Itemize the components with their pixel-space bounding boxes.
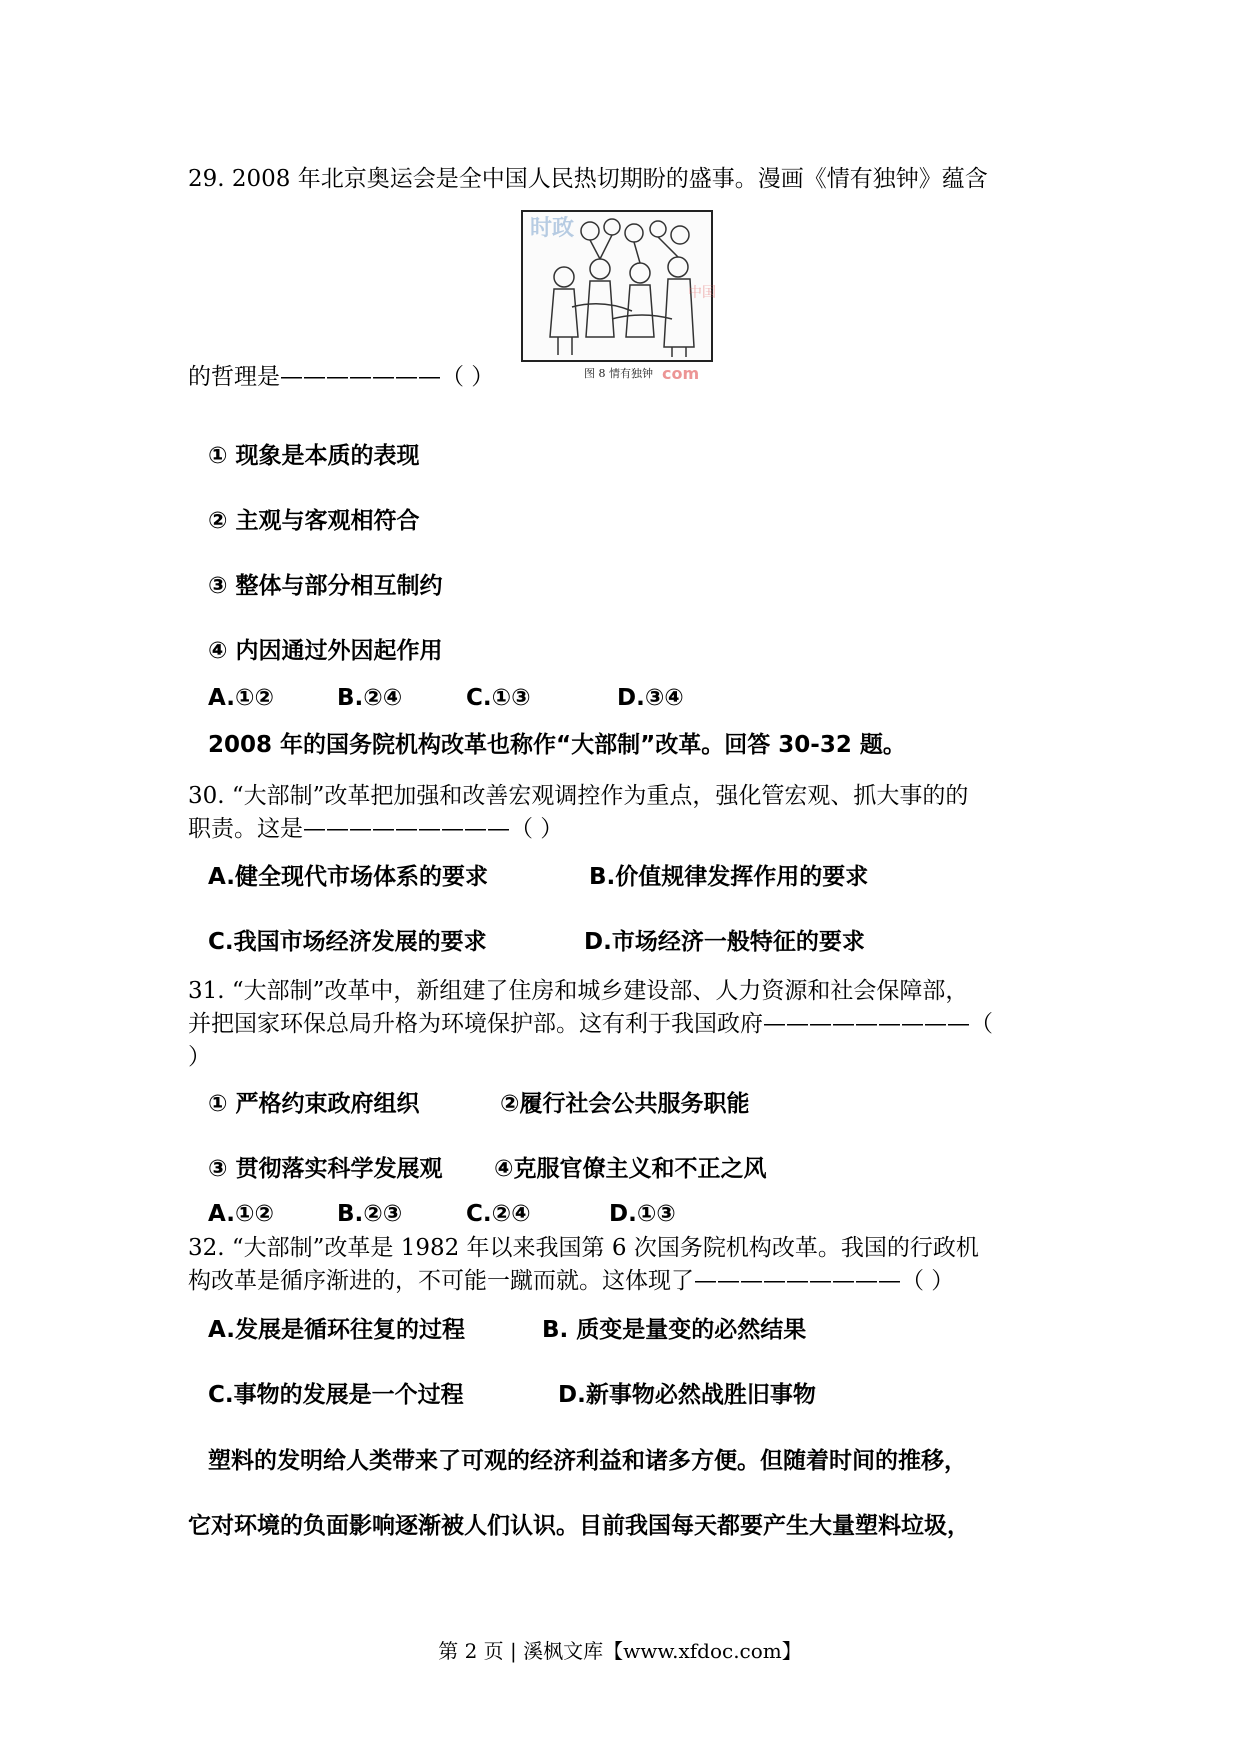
q30-stem-line1: 30. “大部制”改革把加强和改善宏观调控作为重点，强化管宏观、抓大事的的 [188, 783, 969, 809]
figure-caption: 图 8 情有独钟 [584, 367, 653, 380]
q32-stem-line1: 32. “大部制”改革是 1982 年以来我国第 6 次国务院机构改革。我国的行政机 [188, 1235, 979, 1261]
svg-text:时政: 时政 [530, 216, 575, 241]
q29-answer-b: B.②④ [337, 685, 403, 711]
q29-answer-d: D.③④ [617, 685, 684, 711]
q30-choice-a: A.健全现代市场体系的要求 [208, 864, 488, 890]
section-intro: 2008 年的国务院机构改革也称作“大部制”改革。回答 30-32 题。 [208, 732, 906, 758]
q30-choice-b: B.价值规律发挥作用的要求 [589, 864, 869, 890]
q32-choice-b: B. 质变是量变的必然结果 [542, 1317, 807, 1343]
q30-choice-c: C.我国市场经济发展的要求 [208, 929, 487, 955]
q30-choice-d: D.市场经济一般特征的要求 [584, 929, 865, 955]
page-footer: 第 2 页 | 溪枫文库【www.xfdoc.com】 [438, 1639, 802, 1663]
q31-answer-d: D.①③ [609, 1201, 676, 1227]
q31-stem-line1: 31. “大部制”改革中，新组建了住房和城乡建设部、人力资源和社会保障部， [188, 978, 969, 1004]
q31-option-1: ① 严格约束政府组织 [208, 1091, 420, 1117]
q31-answer-b: B.②③ [337, 1201, 403, 1227]
q29-option-3: ③ 整体与部分相互制约 [208, 573, 443, 599]
q29-option-4: ④ 内因通过外因起作用 [208, 638, 443, 664]
q31-option-2: ②履行社会公共服务职能 [500, 1091, 750, 1117]
passage-line1: 塑料的发明给人类带来了可观的经济利益和诸多方便。但随着时间的推移， [208, 1448, 967, 1474]
cartoon-figure [512, 207, 726, 383]
q29-option-2: ② 主观与客观相符合 [208, 508, 420, 534]
q29-stem-line2: 的哲理是———————（ ） [188, 364, 495, 390]
q30-stem-line2: 职责。这是—————————（ ） [188, 816, 564, 842]
q29-stem-line1: 29. 2008 年北京奥运会是全中国人民热切期盼的盛事。漫画《情有独钟》蕴含 [188, 166, 988, 192]
q31-answer-a: A.①② [208, 1201, 274, 1227]
svg-text:中国: 中国 [688, 285, 716, 301]
q32-choice-d: D.新事物必然战胜旧事物 [558, 1382, 816, 1408]
q31-stem-line3: ） [188, 1044, 211, 1070]
q29-answer-a: A.①② [208, 685, 274, 711]
q31-option-4: ④克服官僚主义和不正之风 [494, 1156, 767, 1182]
svg-text:com: com [662, 364, 700, 383]
q29-option-1: ① 现象是本质的表现 [208, 443, 420, 469]
q31-answer-c: C.②④ [466, 1201, 531, 1227]
q32-choice-a: A.发展是循环往复的过程 [208, 1317, 465, 1343]
passage-line2: 它对环境的负面影响逐渐被人们认识。目前我国每天都要产生大量塑料垃圾， [188, 1513, 970, 1539]
q32-choice-c: C.事物的发展是一个过程 [208, 1382, 464, 1408]
q31-stem-line2: 并把国家环保总局升格为环境保护部。这有利于我国政府—————————（ [188, 1011, 993, 1037]
q32-stem-line2: 构改革是循序渐进的，不可能一蹴而就。这体现了—————————（ ） [188, 1268, 955, 1294]
q31-option-3: ③ 贯彻落实科学发展观 [208, 1156, 443, 1182]
q29-answer-c: C.①③ [466, 685, 531, 711]
